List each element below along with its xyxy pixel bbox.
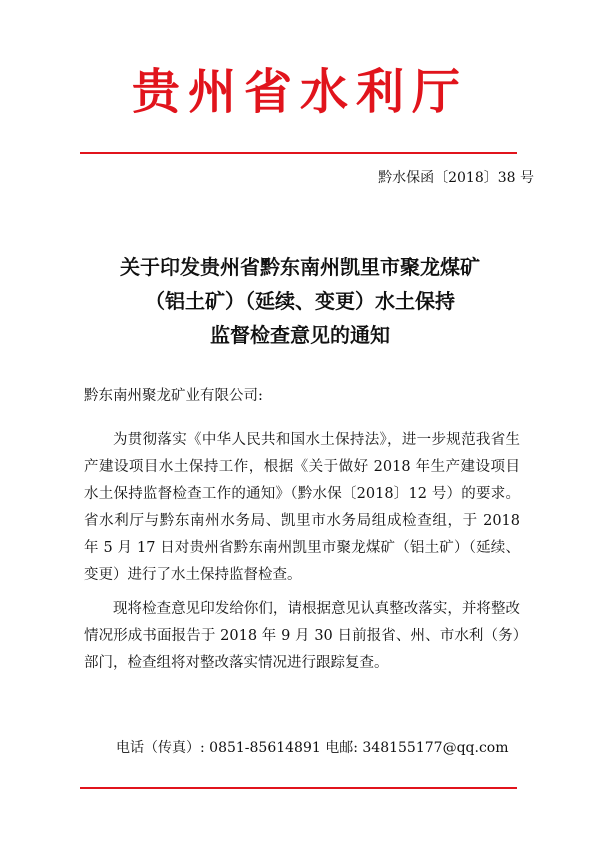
letterhead-red-divider xyxy=(80,152,517,154)
document-title-line: （铝土矿）（延续、变更）水土保持 xyxy=(145,289,455,313)
body-paragraph: 现将检查意见印发给你们，请根据意见认真整改落实，并将整改情况形成书面报告于 2018 年 9 月 30 日前报省、州、市水利（务）部门，检查组将对整改落实情况进行跟踪复查。 xyxy=(84,601,520,671)
contact-info: 电话（传真）: 0851-85614891 电邮: 348155177@qq.com xyxy=(116,740,509,756)
document-title-line: 监督检查意见的通知 xyxy=(210,323,390,347)
issuer-letterhead-title: 贵州省水利厅 xyxy=(131,64,468,120)
document-title-line: 关于印发贵州省黔东南州凯里市聚龙煤矿 xyxy=(120,255,480,279)
document-title xyxy=(60,250,540,352)
document-number: 黔水保函〔2018〕38 号 xyxy=(378,170,534,186)
body-paragraph: 为贯彻落实《中华人民共和国水土保持法》，进一步规范我省生产建设项目水土保持工作，根据《关于做好 2018 年生产建设项目水土保持监督检查工作的通知》（黔水保〔2018〕12 号）的要求。省水利厅与黔东南州水务局、凯里市水务局组成检查组，于 2018 年 5 月 17 日对贵州省黔东南州凯里市聚龙煤矿（铝土矿）（延续、变更）进行了水土保持监督检查。 xyxy=(84,432,520,583)
document-body xyxy=(84,427,520,684)
footer-red-divider xyxy=(80,787,517,789)
recipient-line: 黔东南州聚龙矿业有限公司: xyxy=(84,388,263,404)
